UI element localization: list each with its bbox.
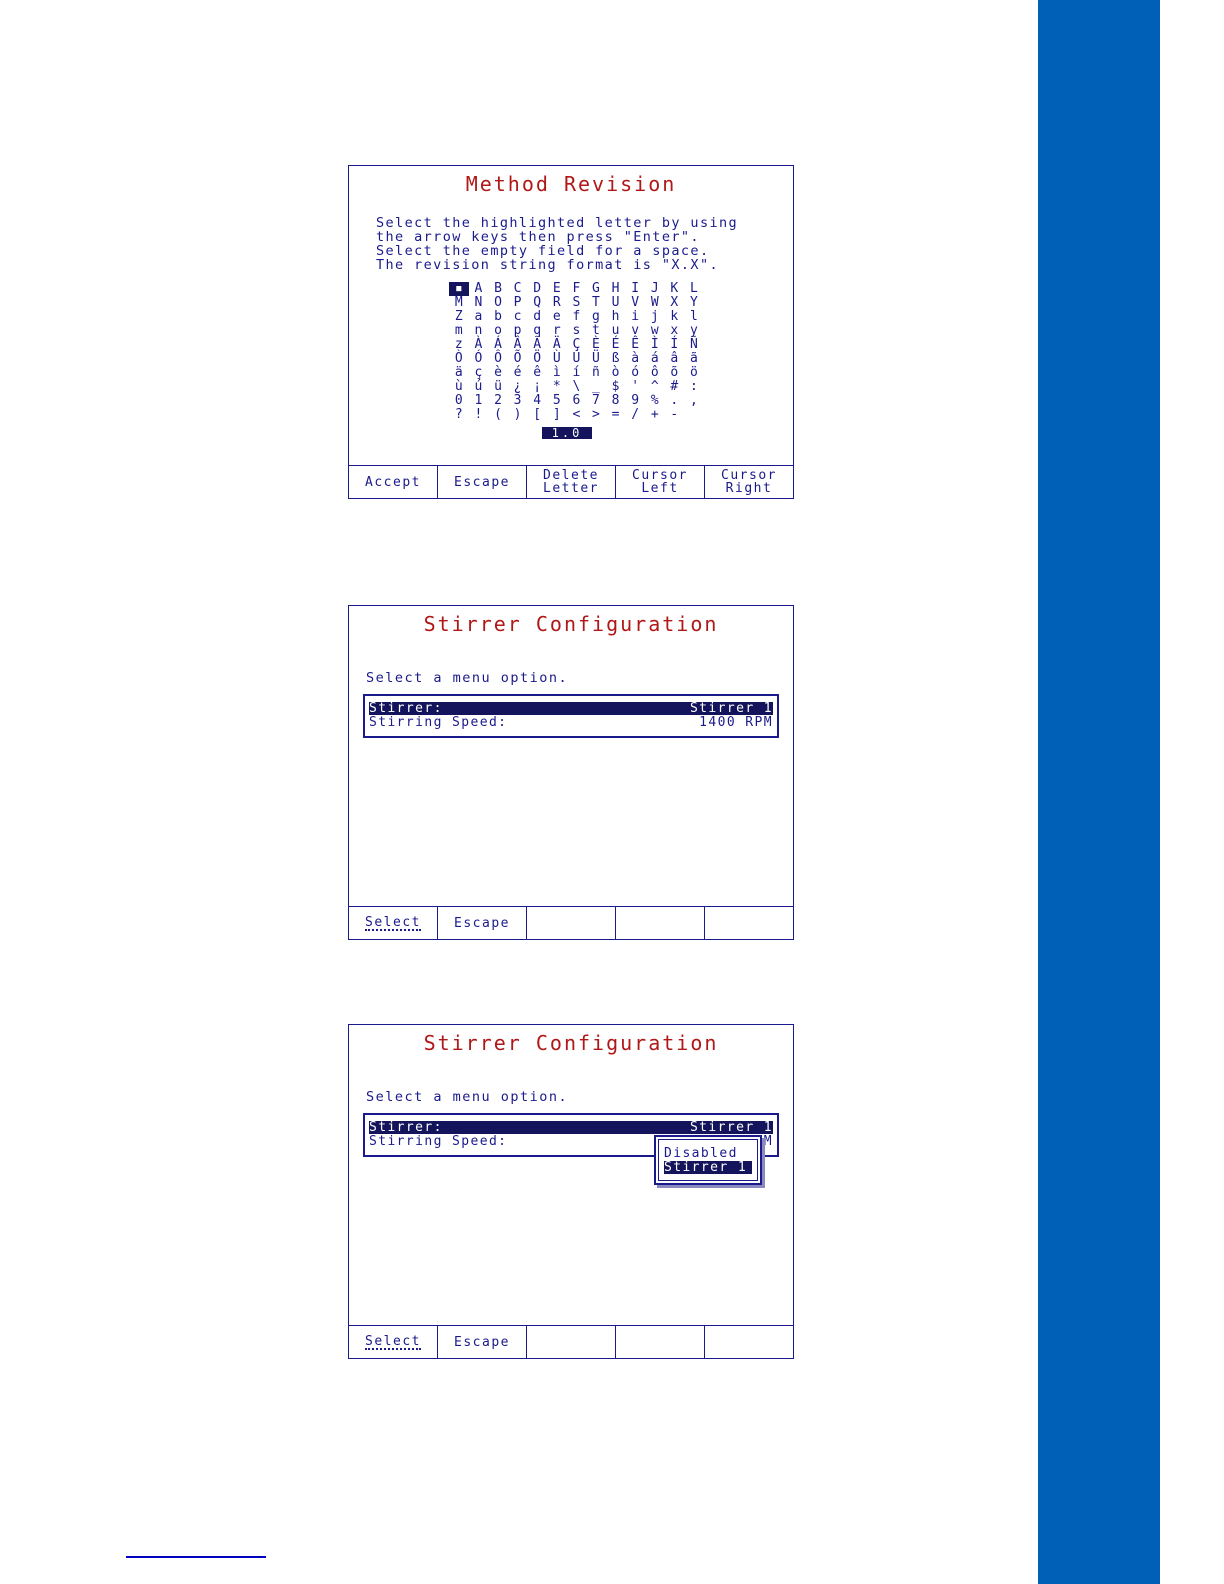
cursor-right-button[interactable]: Cursor Right [721,468,777,496]
character-grid [449,282,704,422]
char-key[interactable]: I [631,281,640,296]
char-key[interactable]: ^ [650,379,659,394]
char-key[interactable]: q [533,323,542,338]
char-key[interactable]: u [611,323,620,338]
char-key[interactable]: Ò [454,351,463,366]
dropdown-frame [658,1139,758,1181]
char-key[interactable]: ü [494,379,502,394]
select-button[interactable] [349,1326,438,1358]
char-key[interactable]: Á [494,337,502,352]
char-key[interactable]: h [611,309,620,324]
char-key[interactable]: < [572,407,581,422]
accept-button[interactable]: Accept [349,466,438,498]
menu-item-label: Stirring Speed: [369,715,508,730]
char-key[interactable]: ã [690,351,698,366]
revision-field[interactable]: 1.0 [542,427,592,439]
char-key[interactable]: R [552,295,561,310]
stirrer-dropdown [654,1135,762,1185]
cursor-left-button[interactable]: Cursor Left [616,466,705,498]
char-key[interactable]: r [552,323,561,338]
stirrer-config-screen [348,605,794,940]
char-key[interactable]: À [474,337,483,352]
option-stirrer-1[interactable]: Stirrer 1 [664,1161,752,1174]
char-key[interactable]: 8 [611,393,620,408]
char-key[interactable]: : [690,379,698,394]
menu-item-value: Stirrer 1 [689,1120,773,1135]
char-key[interactable]: U [611,295,620,310]
char-key[interactable]: Ã [533,337,542,352]
char-key[interactable]: $ [611,379,620,394]
char-key[interactable]: - [670,407,679,422]
char-key[interactable]: G [592,281,600,296]
char-key[interactable]: Q [533,295,542,310]
char-key[interactable]: M [454,295,463,310]
char-key[interactable]: E [552,281,561,296]
char-key[interactable]: o [494,323,502,338]
char-key[interactable]: T [592,295,600,310]
char-key[interactable]: ö [690,365,698,380]
char-key[interactable]: È [592,337,600,352]
char-key[interactable]: ) [513,407,522,422]
char-key[interactable]: g [592,309,600,324]
char-key[interactable]: ß [611,351,620,366]
char-key[interactable]: é [513,365,522,380]
char-key[interactable]: Ê [631,337,640,352]
page-title: Stirrer Configuration [423,1031,719,1055]
char-key[interactable]: % [650,393,659,408]
char-key[interactable]: Ç [572,337,581,352]
char-key[interactable]: # [670,379,679,394]
char-key[interactable]: H [611,281,620,296]
char-key[interactable]: P [513,295,522,310]
escape-button[interactable]: Escape [438,466,527,498]
menu-item-label: Stirring Speed: [369,1134,508,1149]
char-key[interactable]: Y [690,295,698,310]
char-key[interactable]: v [631,323,640,338]
char-key[interactable]: > [592,407,600,422]
softkey-5[interactable] [705,907,793,939]
char-key[interactable]: p [513,323,522,338]
page-title: Stirrer Configuration [423,612,719,636]
char-key[interactable]: à [631,351,640,366]
char-key[interactable]: ¡ [533,379,542,394]
char-key[interactable]: ä [454,365,463,380]
char-key[interactable]: V [631,295,640,310]
char-key[interactable]: 4 [533,393,542,408]
char-key[interactable]: á [650,351,659,366]
option-disabled[interactable]: Disabled [664,1146,738,1161]
menu-list [363,694,779,738]
instructions: Select the highlighted letter by using the arrow keys then press "Enter". Select the empty field for a space. The revision string format is "X.X". [376,215,739,273]
char-key[interactable]: â [670,351,679,366]
char-key[interactable]: k [670,309,679,324]
char-key[interactable]: S [572,295,581,310]
char-key[interactable]: ¿ [513,379,522,394]
char-key[interactable]: Ó [474,351,483,366]
char-key[interactable]: Ñ [690,337,698,352]
char-key[interactable]: W [650,295,659,310]
char-key[interactable]: N [474,295,483,310]
char-key[interactable]: \ [572,379,581,394]
char-key[interactable]: J [650,281,659,296]
softkey-4[interactable] [616,907,705,939]
char-key[interactable] [684,408,704,422]
char-key[interactable]: Â [513,337,522,352]
char-key[interactable]: i [631,309,640,324]
prompt-text: Select a menu option. [366,670,569,686]
char-key[interactable]: ? [454,407,463,422]
menu-item-value: Stirrer 1 [689,701,773,716]
char-key[interactable]: O [494,295,502,310]
char-key[interactable]: 3 [513,393,522,408]
select-label: Select [365,914,421,930]
menu-item-stirrer[interactable] [369,1121,773,1134]
char-key[interactable]: s [572,323,581,338]
char-key[interactable]: ó [631,365,640,380]
select-label: Select [365,1333,421,1349]
escape-button[interactable]: Escape [438,1326,527,1358]
softkey-bar [349,465,793,498]
method-revision-screen [348,165,794,499]
char-key[interactable]: b [494,309,502,324]
char-key[interactable]: a [474,309,483,324]
softkey-5[interactable] [705,1326,793,1358]
char-key[interactable]: 7 [592,393,600,408]
page-title: Method Revision [465,172,677,196]
softkey-bar [349,1325,793,1358]
char-key[interactable]: * [552,379,561,394]
char-key[interactable]: ▪ [449,282,469,296]
char-key[interactable]: 2 [494,393,502,408]
char-key[interactable]: ! [474,407,483,422]
char-key[interactable]: ê [533,365,542,380]
char-key[interactable]: 6 [572,393,581,408]
side-band [1038,0,1160,1584]
char-key[interactable]: É [611,337,620,352]
char-key[interactable]: ñ [592,365,600,380]
softkey-3[interactable] [527,1326,616,1358]
char-key[interactable]: X [670,295,679,310]
char-key[interactable]: F [572,281,581,296]
char-key[interactable]: f [572,309,581,324]
char-key[interactable]: Ì [650,337,659,352]
char-key[interactable]: ' [631,379,640,394]
select-button[interactable] [349,907,438,939]
char-key[interactable]: Ù [552,351,561,366]
char-key[interactable]: d [533,309,542,324]
menu-item-stirrer[interactable] [369,702,773,715]
menu-item-stirring-speed[interactable] [369,716,773,729]
softkey-3[interactable] [527,907,616,939]
char-key[interactable]: 1 [474,393,483,408]
char-key[interactable]: ú [474,379,483,394]
char-key[interactable]: e [552,309,561,324]
char-key[interactable]: ç [474,365,483,380]
char-key[interactable]: ( [494,407,502,422]
softkey-bar [349,906,793,939]
char-key[interactable]: . [670,393,679,408]
char-key[interactable]: D [533,281,542,296]
char-key[interactable]: z [454,337,463,352]
char-key[interactable]: , [690,393,698,408]
stirrer-config-popup-screen [348,1024,794,1359]
char-key[interactable]: Ü [592,351,600,366]
char-key[interactable]: [ [533,407,542,422]
menu-item-value: M [763,1134,773,1149]
char-key[interactable]: + [650,407,659,422]
char-key[interactable]: w [650,323,659,338]
menu-item-value: 1400 RPM [699,715,773,730]
escape-button[interactable]: Escape [438,907,527,939]
char-key[interactable]: 0 [454,393,463,408]
footnote-rule [126,1556,266,1558]
char-key[interactable]: ] [552,407,561,422]
prompt-text: Select a menu option. [366,1089,569,1105]
char-key[interactable]: ì [552,365,561,380]
char-key[interactable]: K [670,281,679,296]
char-key[interactable]: ò [611,365,620,380]
char-key[interactable]: Ô [494,351,502,366]
char-key[interactable]: C [513,281,522,296]
char-key[interactable]: Í [670,337,679,352]
char-key[interactable]: ù [454,379,463,394]
char-key[interactable]: B [494,281,502,296]
char-key[interactable]: n [474,323,483,338]
char-key[interactable]: L [690,281,698,296]
char-key[interactable]: t [592,323,600,338]
menu-item-label: Stirrer: [369,1120,443,1135]
char-key[interactable]: c [513,309,522,324]
char-key[interactable]: Ú [572,351,581,366]
char-key[interactable]: 9 [631,393,640,408]
char-key[interactable]: x [670,323,679,338]
char-key[interactable]: 5 [552,393,561,408]
char-key[interactable]: = [611,407,620,422]
char-key[interactable]: Ö [533,351,542,366]
char-key[interactable]: Z [454,309,463,324]
char-key[interactable]: í [572,365,581,380]
softkey-4[interactable] [616,1326,705,1358]
char-key[interactable]: õ [670,365,679,380]
char-key[interactable]: y [690,323,698,338]
char-key[interactable]: è [494,365,502,380]
char-key[interactable]: _ [592,379,600,394]
char-key[interactable]: j [650,309,659,324]
char-key[interactable]: A [474,281,483,296]
delete-letter-button[interactable]: Delete Letter [527,466,616,498]
char-key[interactable]: Õ [513,351,522,366]
char-key[interactable]: ô [650,365,659,380]
char-key[interactable]: / [631,407,640,422]
menu-item-label: Stirrer: [369,701,443,716]
char-key[interactable]: l [690,309,698,324]
char-key[interactable]: Ä [552,337,561,352]
char-key[interactable]: m [454,323,463,338]
